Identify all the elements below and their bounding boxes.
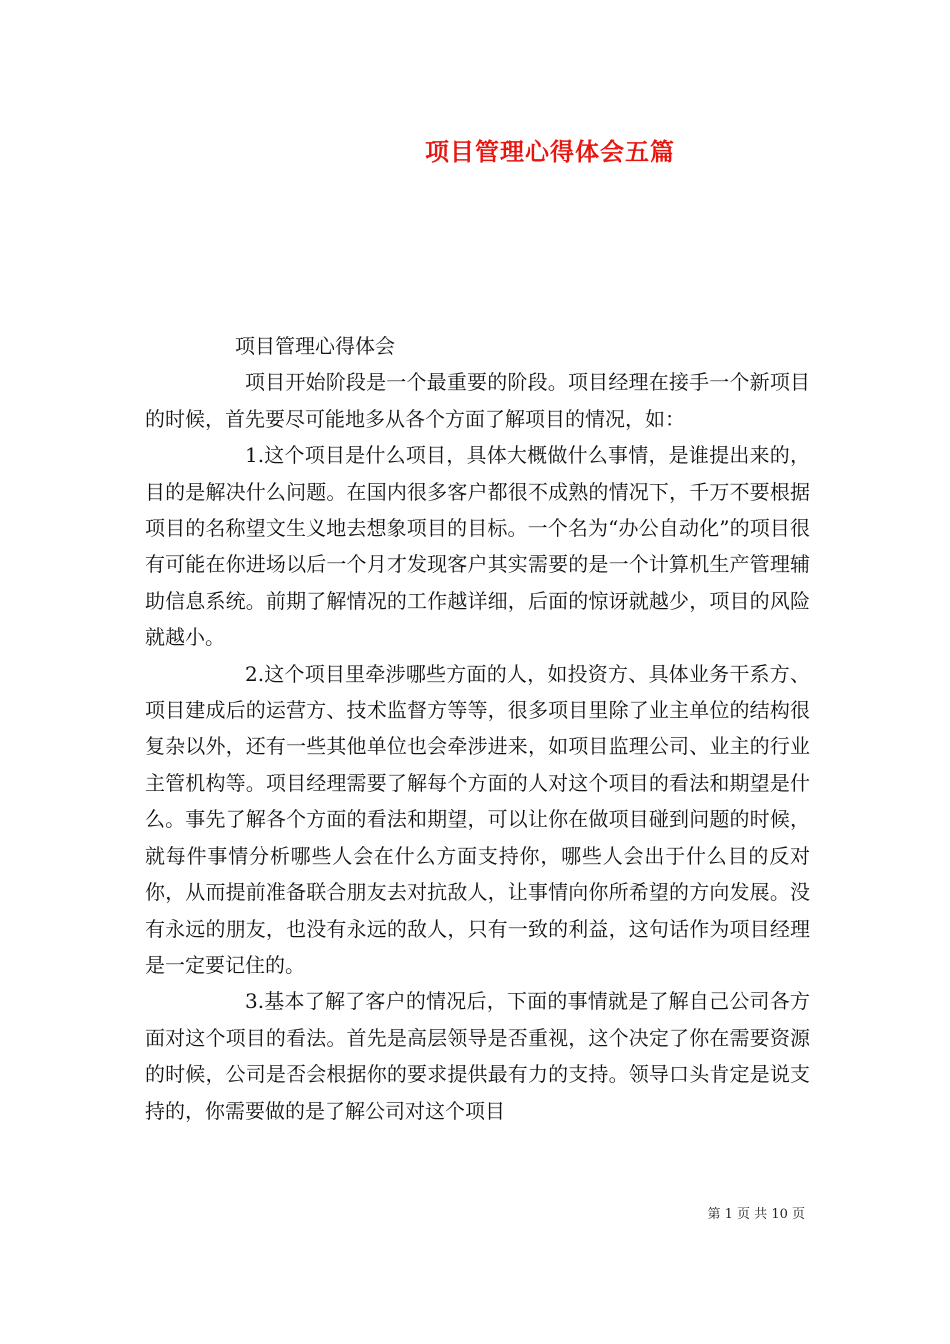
document-body (145, 328, 810, 1129)
page-number-footer: 第 1 页 共 10 页 (707, 1207, 805, 1222)
paragraph-point-1: 1.这个项目是什么项目，具体大概做什么事情，是谁提出来的，目的是解决什么问题。在国内很多客户都很不成熟的情况下，千万不要根据项目的名称望文生义地去想象项目的目标。一个名为“办公自动化”的项目很有可能在你进场以后一个月才发现客户其实需要的是一个计算机生产管理辅助信息系统。前期了解情况的工作越详细，后面的惊讶就越少，项目的风险就越小。 (145, 443, 810, 650)
paragraph-point-3: 3.基本了解了客户的情况后，下面的事情就是了解自己公司各方面对这个项目的看法。首先是高层领导是否重视，这个决定了你在需要资源的时候，公司是否会根据你的要求提供最有力的支持。领导口头肯定是说支持的，你需要做的是了解公司对这个项目 (145, 989, 810, 1123)
paragraph-intro: 项目开始阶段是一个最重要的阶段。项目经理在接手一个新项目的时候，首先要尽可能地多从各个方面了解项目的情况，如： (145, 370, 810, 431)
paragraph-point-2: 2.这个项目里牵涉哪些方面的人，如投资方、具体业务干系方、项目建成后的运营方、技术监督方等等，很多项目里除了业主单位的结构很复杂以外，还有一些其他单位也会牵涉进来，如项目监理公司、业主的行业主管机构等。项目经理需要了解每个方面的人对这个项目的看法和期望是什么。事先了解各个方面的看法和期望，可以让你在做项目碰到问题的时候，就每件事情分析哪些人会在什么方面支持你，哪些人会出于什么目的反对你，从而提前准备联合朋友去对抗敌人，让事情向你所希望的方向发展。没有永远的朋友，也没有永远的敌人，只有一致的利益，这句话作为项目经理是一定要记住的。 (145, 661, 810, 977)
document-title: 项目管理心得体会五篇 (425, 137, 675, 166)
section-subheading: 项目管理心得体会 (235, 334, 395, 358)
